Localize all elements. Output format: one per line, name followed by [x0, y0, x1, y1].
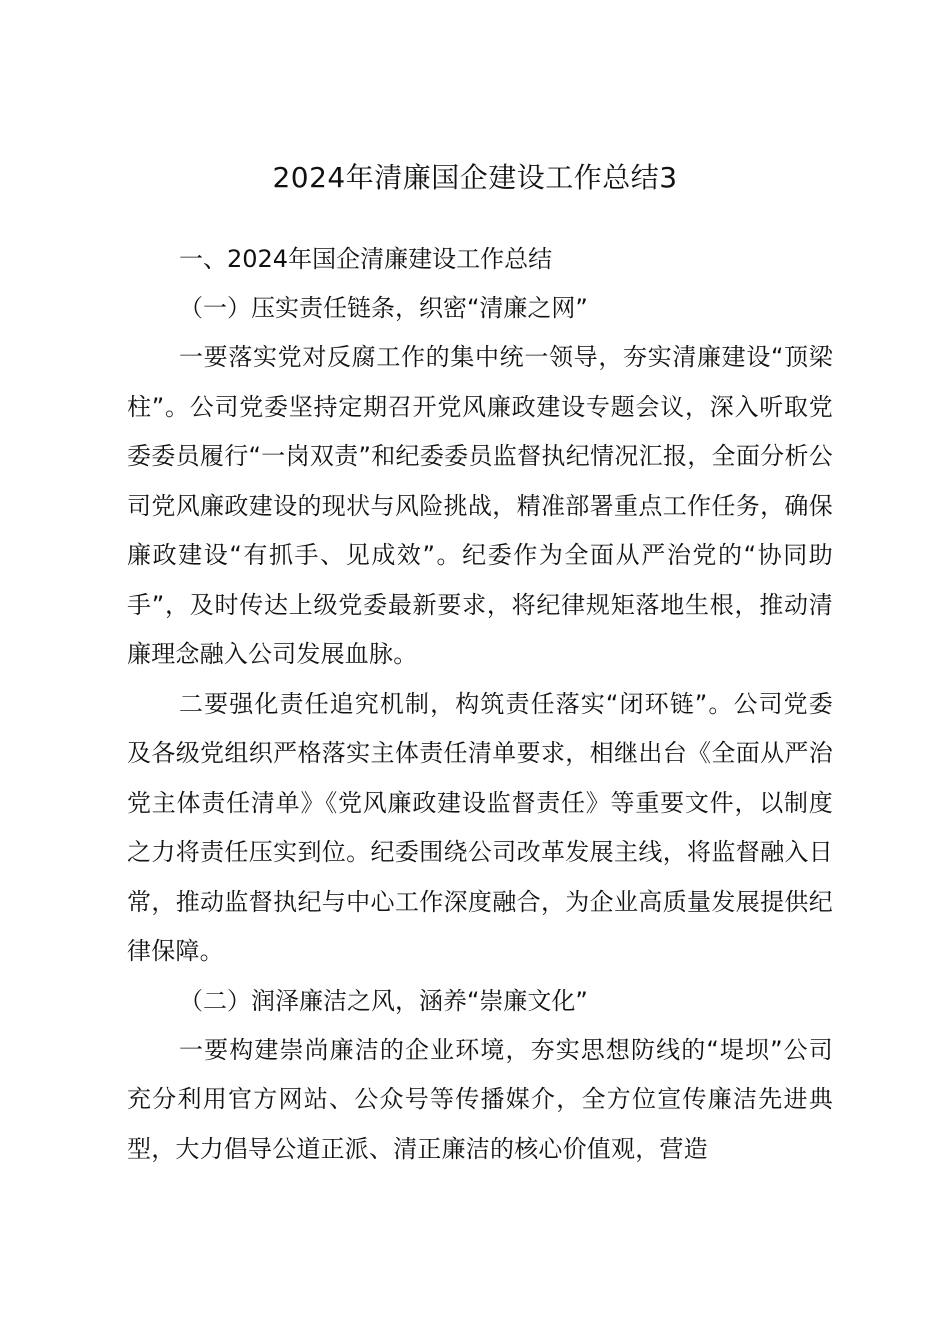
paragraph-2: 二要强化责任追究机制，构筑责任落实“闭环链”。公司党委及各级党组织严格落实主体责任清单要求，相继出台《全面从严治党主体责任清单》《党风廉政建设监督责任》等重要文件，以制度之力将责任压实到位。纪委围绕公司改革发展主线，将监督融入日常，推动监督执纪与中心工作深度融合，为企业高质量发展提供纪律保障。: [127, 689, 833, 965]
subsection-heading-2: （二）润泽廉洁之风，涵养“崇廉文化”: [179, 986, 588, 1015]
document-body: [127, 235, 833, 1174]
document-title: 2024年清廉国企建设工作总结3: [272, 161, 678, 194]
section-heading: 一、2024年国企清廉建设工作总结: [179, 245, 553, 273]
subsection-heading-1: （一）压实责任链条，织密“清廉之网”: [179, 294, 588, 322]
paragraph-3: 一要构建崇尚廉洁的企业环境，夯实思想防线的“堤坝”公司充分利用官方网站、公众号等传播媒介，全方位宣传廉洁先进典型，大力倡导公道正派、清正廉洁的核心价值观，营造: [127, 1035, 833, 1163]
paragraph-1: 一要落实党对反腐工作的集中统一领导，夯实清廉建设“顶梁柱”。公司党委坚持定期召开党风廉政建设专题会议，深入听取党委委员履行“一岗双责”和纪委委员监督执纪情况汇报，全面分析公司党风廉政建设的现状与风险挑战，精准部署重点工作任务，确保廉政建设“有抓手、见成效”。纪委作为全面从严治党的“协同助手”，及时传达上级党委最新要求，将纪律规矩落地生根，推动清廉理念融入公司发展血脉。: [127, 343, 833, 668]
